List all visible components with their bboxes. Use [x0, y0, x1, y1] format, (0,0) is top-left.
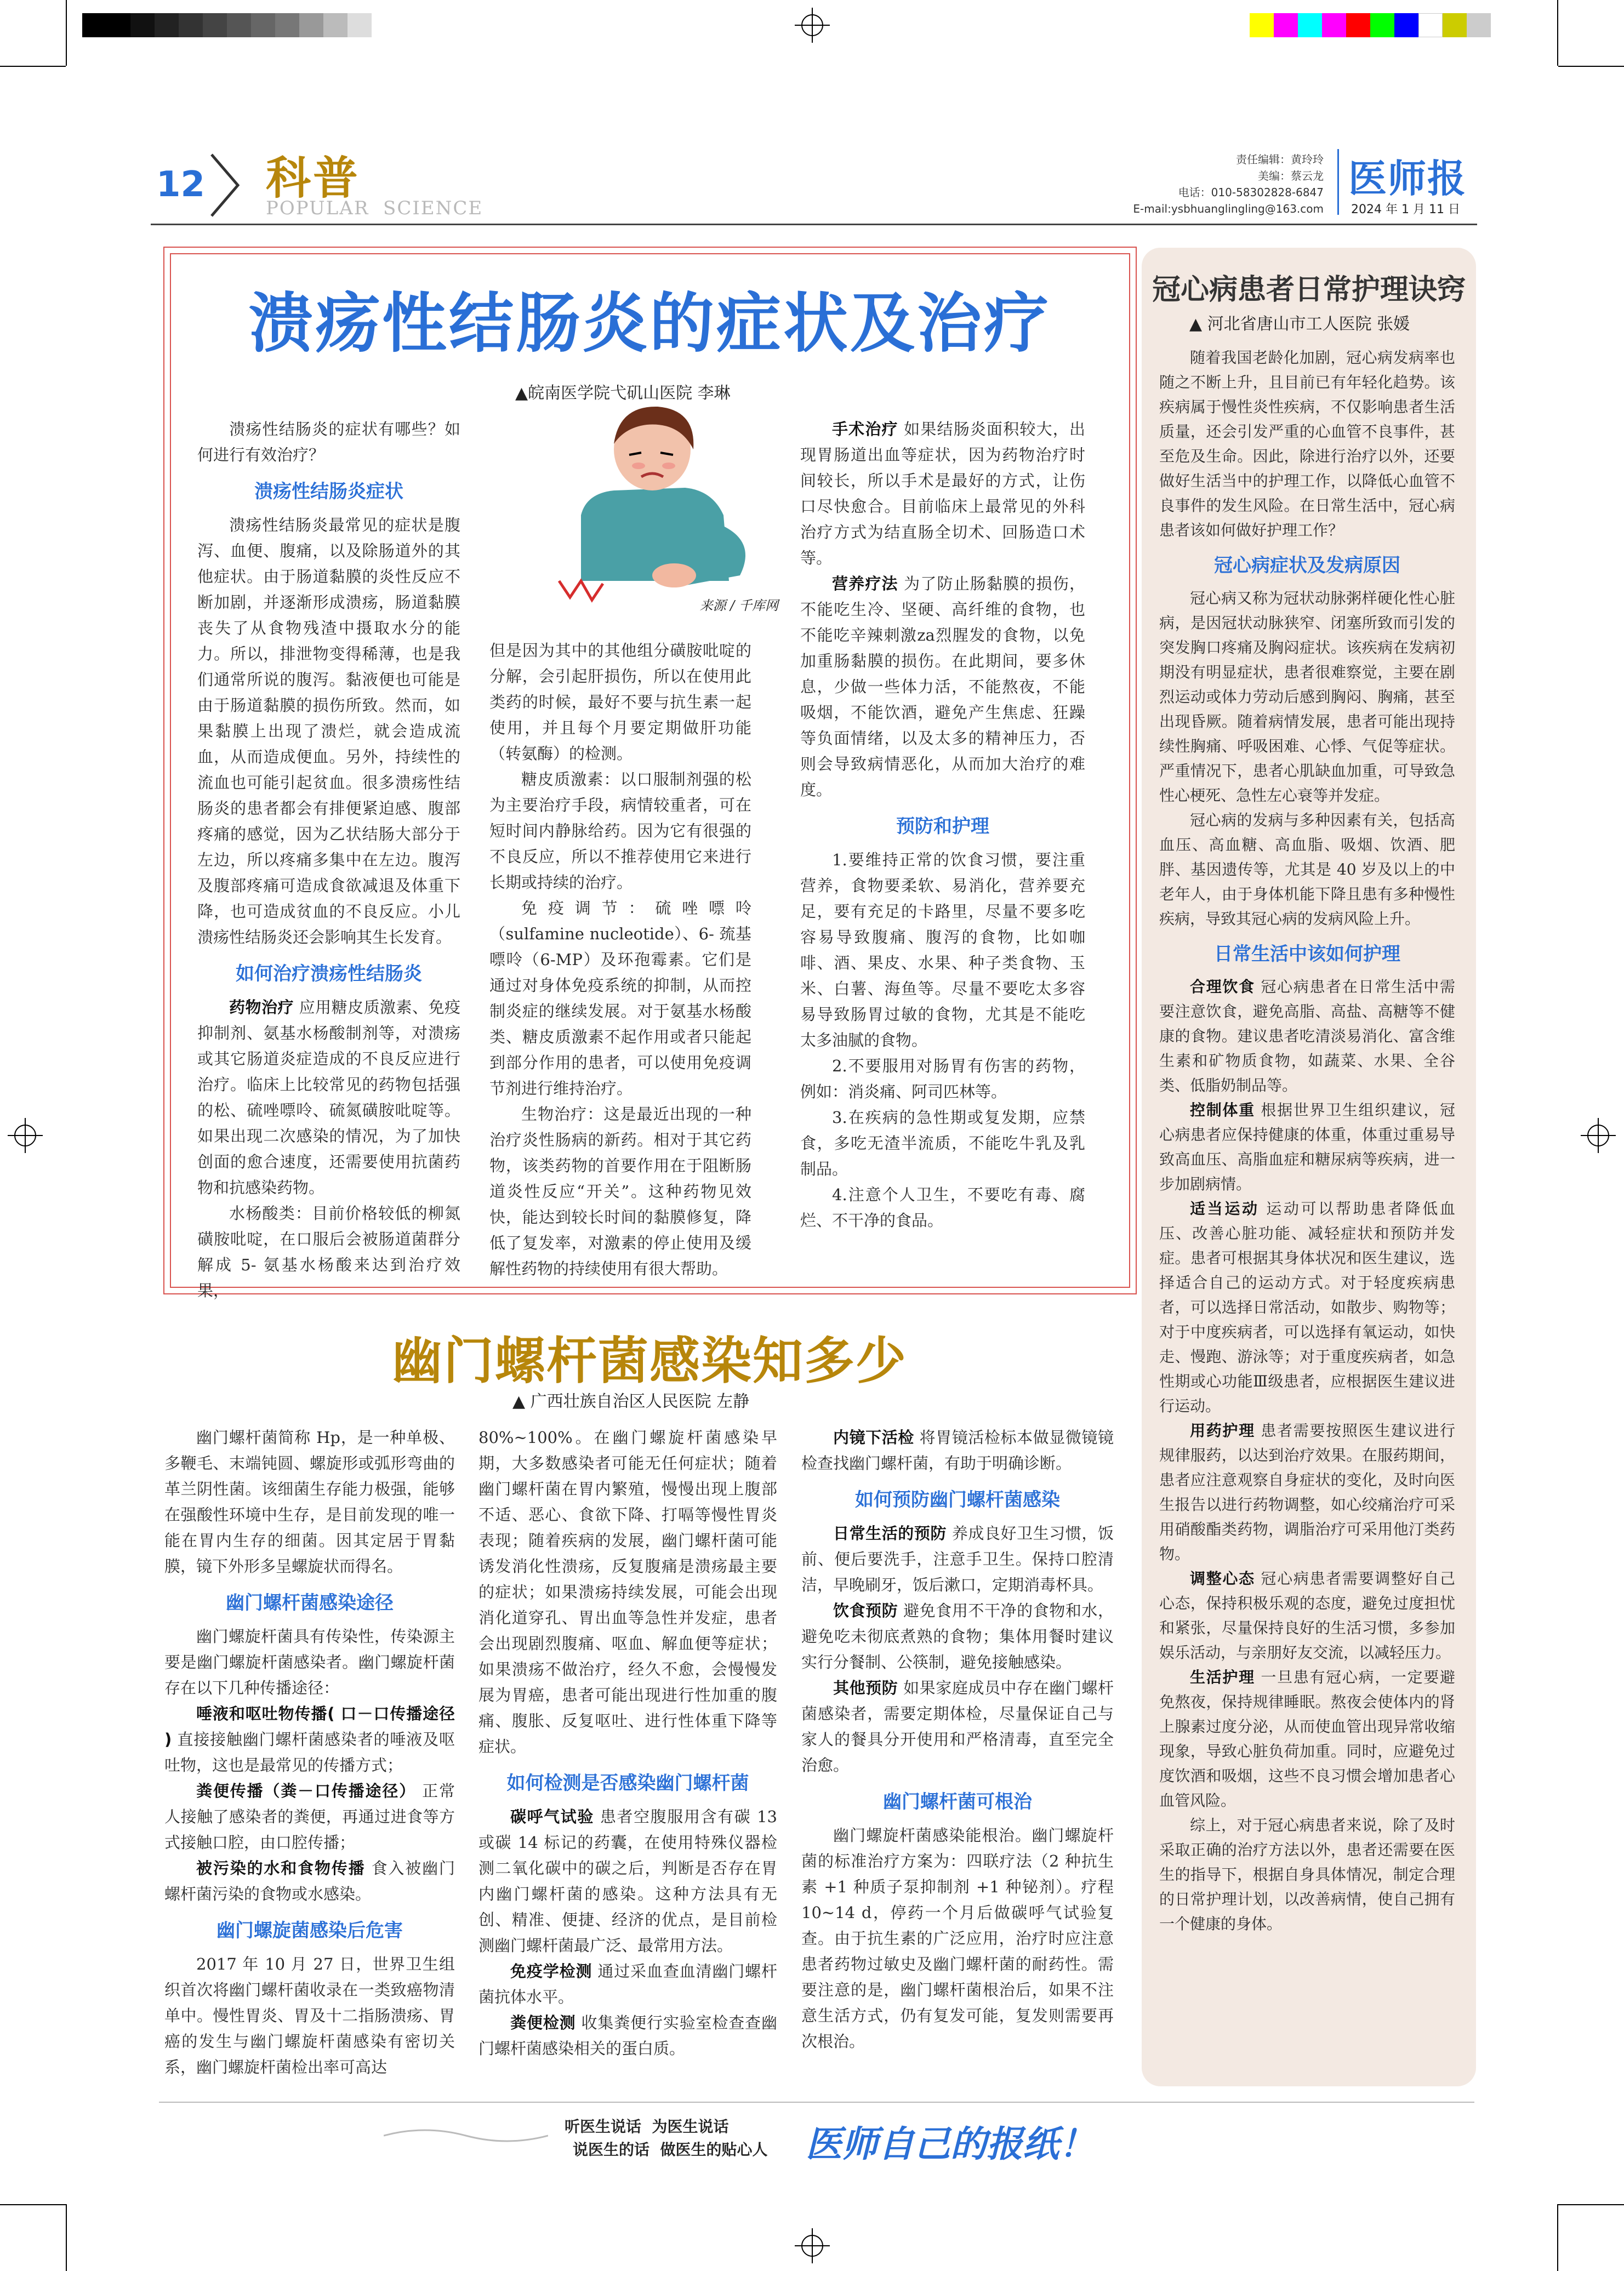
crop-line [66, 0, 67, 66]
article1-col2-p3: 免疫调节：硫唑嘌呤（sulfamine nucleotide）、6- 巯基嘌呤（6-MP）及环孢霉素。它们是通过对身体免疫系统的抑制，从而控制炎症的继续发展。对于氨基水杨酸类、糖皮质激素不起作用或者只能起到部分作用的患者，可以使用免疫调节剂进行维持治疗。 [489, 899, 751, 1098]
article1-symptoms: 溃疡性结肠炎最常见的症状是腹泻、血便、腹痛，以及除肠道外的其他症状。由于肠道黏膜的炎性反应不断加剧，并逐渐形成溃疡，肠道黏膜丧失了从食物残渣中摄取水分的能力。所以，排泄物变得稀薄，也是我们通常所说的腹泻。黏液便也可能是由于肠道黏膜的损伤所致。然而，如果黏膜上出现了溃烂，就会造成流血，从而造成便血。另外，持续性的流血也可能引起贫血。很多溃疡性结肠炎的患者都会有排便紧迫感、腹部疼痛的感觉，因为乙状结肠大部分于左边，所以疼痛多集中在左边。腹泻及腹部疼痛可造成食欲减退及体重下降，也可造成贫血的不良反应。小儿溃疡性结肠炎还会影响其生长发育。 [197, 516, 460, 946]
sidebar-intro: 随着我国老龄化加剧，冠心病发病率也随之不断上升，且目前已有年轻化趋势。该疾病属于慢性炎性疾病，不仅影响患者生活质量，还会引发严重的心血管不良事件，甚至危及生命。因此，除进行治疗以外，还要做好生活当中的护理工作，以降低心血管不良事件的发生风险。在日常生活中，冠心病患者该如何做好护理工作？ [1159, 349, 1455, 539]
article2-route-1 [164, 1701, 455, 1778]
article1-title: 溃疡性结肠炎的症状及治疗 [248, 286, 1051, 361]
sidebar-mind [1159, 1566, 1455, 1665]
article1-surgery [800, 416, 1085, 571]
sb-mind-lead: 调整心态 [1190, 1570, 1255, 1588]
color-bar [1250, 13, 1491, 37]
article1-col2-p4: 生物治疗：这是最近出现的一种治疗炎性肠病的新药。相对于其它药物，该类药物的首要作用在于阻断肠道炎性反应“开关”。这种药物见效快，能达到较长时间的黏膜修复，降低了复发率，对激素的停止使用及缓解性药物的持续使用有很大帮助。 [489, 1105, 751, 1278]
surgery-lead: 手术治疗 [832, 420, 898, 438]
footer-line-2: 说医生的话 做医生的贴心人 [573, 2141, 768, 2159]
article2-endo [801, 1425, 1114, 1476]
article1-col2-p1: 但是因为其中的其他组分磺胺吡啶的分解，会引起肝损伤，所以在使用此类药的时候，最好不要与抗生素一起使用，并且每个月要定期做肝功能（转氨酶）的检测。 [489, 641, 751, 763]
article2-title: 幽门螺杆菌感染知多少 [391, 1332, 907, 1390]
article2-other [801, 1675, 1114, 1778]
sidebar-author: ▲ 河北省唐山市工人医院 张媛 [1189, 315, 1410, 334]
article1-col2-p2: 糖皮质激素：以口服制剂强的松为主要治疗手段，病情较重者，可在短时间内静脉给药。因为它有很强的不良反应，所以不推荐使用它来进行长期或持续的治疗。 [489, 770, 751, 892]
article1-prevent-1: 1.要维持正常的饮食习惯，要注重营养，食物要柔软、易消化，营养要充足，要有充足的卡路里，尽量不要多吃容易导致腹痛、腹泻的食物，比如咖啡、酒、果皮、水果、种子类食物、玉米、白薯、海鱼等。尽量不要吃太多容易导致肠胃过敏的食物，尤其是不能吃太多油腻的食物。 [800, 851, 1085, 1049]
image-caption: 来源 / 千库网 [699, 598, 778, 613]
sidebar-title: 冠心病患者日常护理诀窍 [1152, 273, 1466, 306]
surgery-text: 如果结肠炎面积较大，出现胃肠道出血等症状，因为药物治疗时间较长，所以手术是最好的方式，让伤口尽快愈合。目前临床上最常见的外科治疗方式为结直肠全切术、回肠造口术等。 [800, 420, 1085, 567]
article1-author: ▲皖南医学院弋矶山医院 李琳 [515, 384, 731, 403]
sb-mind-text: 冠心病患者需要调整好自己心态，保持积极乐观的态度，避免过度担忧和紧张，尽量保持良好的生活习惯，多参加娱乐活动，与亲朋好友交流，以减轻压力。 [1159, 1570, 1455, 1662]
section-title: 科普 [266, 152, 361, 204]
sb-diet-text: 冠心病患者在日常生活中需要注意饮食，避免高脂、高盐、高糖等不健康的食物。建议患者吃清淡易消化、富含维生素和矿物质食物，如蔬菜、水果、全谷类、低脂奶制品等。 [1159, 978, 1455, 1094]
article1-prevent-2: 2.不要服用对肠胃有伤害的药物，例如：消炎痛、阿司匹林等。 [800, 1057, 1085, 1101]
sb-life-lead: 生活护理 [1190, 1668, 1255, 1686]
article2-column-1 [164, 1425, 455, 2080]
crop-line [0, 2204, 66, 2205]
grayscale-bar [82, 13, 372, 37]
article2-author: ▲ 广西壮族自治区人民医院 左静 [512, 1392, 750, 1411]
sidebar-exercise [1159, 1196, 1455, 1418]
sidebar-diet [1159, 974, 1455, 1098]
sidebar-summary: 综上，对于冠心病患者来说，除了及时采取正确的治疗方法以外，患者还需要在医生的指导下，根据自身具体情况，制定合理的日常护理计划，以改善病情，使自己拥有一个健康的身体。 [1159, 1816, 1455, 1933]
sb-medicine-text: 患者需要按照医生建议进行规律服药，以达到治疗效果。在服药期间，患者应注意观察自身症状的变化，及时向医生报告以进行药物调整，如心绞痛治疗可采用硝酸酯类药物，调脂治疗可采用他汀类药物。 [1159, 1422, 1455, 1563]
article1-column-2 [489, 638, 751, 1282]
article1-nutrition [800, 571, 1085, 803]
issue-date: 2024 年 1 月 11 日 [1351, 203, 1460, 216]
sidebar-cause-2: 冠心病的发病与多种因素有关，包括高血压、高血糖、高血脂、吸烟、饮酒、肥胖、基因遗传等，尤其是 40 岁及以上的中老年人，由于身体机能下降且患有多种慢性疾病，导致其冠心病的发病风险上升。 [1159, 811, 1455, 928]
article1-column-1 [197, 416, 460, 1304]
footer-line-1: 听医生说话 为医生说话 [565, 2118, 729, 2136]
immune-lead: 免疫学检测 [510, 1962, 592, 1981]
sidebar-body [1159, 345, 1455, 1936]
article2-heading-cure: 幽门螺杆菌可根治 [883, 1791, 1032, 1813]
stool-text: 收集粪便行实验室检查查幽门螺杆菌感染相关的蛋白质。 [478, 2013, 777, 2058]
article2-harm: 2017 年 10 月 27 日，世界卫生组织首次将幽门螺杆菌收录在一类致癌物清单中。慢性胃炎、胃及十二指肠溃疡、胃癌的发生与幽门螺旋杆菌感染有密切关系，幽门螺旋杆菌检出率可高达 [164, 1955, 455, 2076]
article2-heading-prevent: 如何预防幽门螺杆菌感染 [855, 1489, 1060, 1511]
sb-exercise-lead: 适当运动 [1190, 1200, 1260, 1218]
endo-text: 将胃镜活检标本做显微镜镜检查找幽门螺杆菌，有助于明确诊断。 [801, 1428, 1114, 1473]
diet-text: 避免食用不干净的食物和水，避免吃未彻底煮熟的食物；集体用餐时建议实行分餐制、公筷制，避免接触感染。 [801, 1601, 1114, 1671]
drug-lead: 药物治疗 [229, 998, 294, 1017]
sb-medicine-lead: 用药护理 [1190, 1422, 1255, 1440]
sidebar-heading-care: 日常生活中该如何护理 [1214, 943, 1400, 965]
article1-drug-paragraph [197, 995, 460, 1201]
article1-prevent-4: 4.注意个人卫生，不要吃有毒、腐烂、不干净的食品。 [800, 1185, 1085, 1230]
sidebar-medicine [1159, 1418, 1455, 1566]
article1-intro: 溃疡性结肠炎的症状有哪些？如何进行有效治疗？ [197, 420, 460, 464]
designer: 美编：蔡云龙 [1258, 169, 1324, 182]
article1-salicylate: 水杨酸类：目前价格较低的柳氮磺胺吡啶，在口服后会被肠道菌群分解成 5- 氨基水杨酸来达到治疗效果， [197, 1204, 460, 1300]
daily-lead: 日常生活的预防 [833, 1524, 947, 1543]
sb-weight-lead: 控制体重 [1190, 1101, 1255, 1119]
footer-rule [159, 2102, 1474, 2103]
route2-lead: 粪便传播（粪－口传播途径） [196, 1782, 417, 1800]
chevron-right-icon [208, 152, 241, 218]
crop-line [66, 2204, 67, 2271]
footer-slogan: 医师自己的报纸！ [806, 2123, 1095, 2165]
diet-lead: 饮食预防 [833, 1601, 898, 1620]
article2-heading-harm: 幽门螺旋菌感染后危害 [216, 1920, 403, 1942]
stomachache-person-image [548, 400, 778, 619]
article1-prevent-3: 3.在疾病的急性期或复发期，应禁食，多吃无渣半流质，不能吃牛乳及乳制品。 [800, 1108, 1085, 1178]
registration-mark-top [795, 8, 830, 43]
drug-text: 应用糖皮质激素、免疫抑制剂、氨基水杨酸制剂等，对溃疡或其它肠道炎症造成的不良反应进行治疗。临床上比较常见的药物包括强的松、硫唑嘌呤、硫氮磺胺吡啶等。如果出现二次感染的情况，为了加快创面的愈合速度，还需要使用抗菌药物和抗感染药物。 [197, 998, 460, 1197]
crop-line [1557, 2204, 1558, 2271]
other-lead: 其他预防 [833, 1679, 898, 1697]
article2-column-3 [801, 1425, 1114, 2055]
sidebar-life [1159, 1665, 1455, 1813]
other-text: 如果家庭成员中存在幽门螺杆菌感染者，需要定期体检，尽量保证自己与家人的餐具分开使用和严格清毒，直至完全治愈。 [801, 1679, 1114, 1774]
daily-text: 养成良好卫生习惯，饭前、便后要洗手，注意手卫生。保持口腔清洁，早晚刷牙，饭后漱口，定期消毒杯具。 [801, 1524, 1114, 1594]
phone: 电话：010-58302828-6847 [1178, 186, 1324, 199]
route2-text: 正常人接触了感染者的粪便，再通过进食等方式接触口腔，由口腔传播； [164, 1782, 455, 1852]
registration-mark-bottom [795, 2228, 830, 2263]
header-rule [151, 224, 1477, 225]
page-header [151, 142, 1477, 230]
article2-route-3 [164, 1856, 455, 1907]
paper-logo: 医师报 [1348, 156, 1467, 201]
sidebar-weight [1159, 1098, 1455, 1196]
immune-text: 通过采血查血清幽门螺杆菌抗体水平。 [478, 1962, 777, 2006]
article2-diet [801, 1598, 1114, 1675]
stool-lead: 粪便检测 [510, 2013, 576, 2032]
route1-text: 直接接触幽门螺杆菌感染者的唾液及呕吐物，这也是最常见的传播方式； [164, 1730, 455, 1774]
route3-lead: 被污染的水和食物传播 [196, 1859, 366, 1878]
article2-route-2 [164, 1778, 455, 1856]
breath-lead: 碳呼气试验 [510, 1807, 595, 1826]
ornament-icon [384, 2125, 548, 2147]
breath-text: 患者空腹服用含有碳 13 或碳 14 标记的药囊，在使用特殊仪器检测二氧化碳中的碳之后，判断是否存在胃内幽门螺杆菌的感染。这种方法具有无创、精准、便捷、经济的优点，是目前检测幽门螺杆菌最广泛、最常用方法。 [478, 1807, 777, 1955]
sb-exercise-text: 运动可以帮助患者降低血压、改善心脏功能、减轻症状和预防并发症。患者可根据其身体状况和医生建议，选择适合自己的运动方式。对于轻度疾病患者，可以选择日常活动，如散步、购物等；对于中度疾病者，可以选择有氧运动，如快走、慢跑、游泳等；对于重度疾病者，如急性期或心功能Ⅲ级患者，应根据医生建议进行运动。 [1159, 1200, 1455, 1415]
article2-cure: 幽门螺旋杆菌感染能根治。幽门螺旋杆菌的标准治疗方案为：四联疗法（2 种抗生素 +1 种质子泵抑制剂 +1 种铋剂）。疗程 10~14 d，停药一个月后做碳呼气试验复查。由于抗生素的广泛应用，治疗时应注意患者药物过敏史及幽门螺杆菌的耐药性。需要注意的是，幽门螺杆菌根治后，如果不注意生活方式，仍有复发可能，复发则需要再次根治。 [801, 1826, 1114, 2051]
article2-heading-detect: 如何检测是否感染幽门螺杆菌 [506, 1772, 749, 1794]
section-subtitle: POPULAR SCIENCE [266, 197, 483, 219]
article2-daily [801, 1521, 1114, 1598]
article2-breath [478, 1804, 777, 1959]
article2-immune [478, 1959, 777, 2010]
nutrition-text: 为了防止肠黏膜的损伤，不能吃生冷、坚硬、高纤维的食物，也不能吃辛辣刺激za烈腥发的食物，以免加重肠黏膜的损伤。在此期间，要多休息，少做一些体力活，不能熬夜，不能吸烟，不能饮酒，避免产生焦虑、狂躁等负面情绪，以及太多的精神压力，否则会导致病情恶化，从而加大治疗的难度。 [800, 574, 1085, 799]
registration-mark-left [8, 1118, 43, 1153]
sidebar-cause-1: 冠心病又称为冠状动脉粥样硬化性心脏病，是因冠状动脉狭窄、闭塞所致而引发的突发胸口疼痛及胸闷症状。该疾病在发病初期没有明显症状，患者很难察觉，主要在剧烈运动或体力劳动后感到胸闷、胸痛，甚至出现昏厥。随着病情发展，患者可能出现持续性胸痛、呼吸困难、心悸、气促等症状。严重情况下，患者心肌缺血加重，可导致急性心梗死、急性左心衰等并发症。 [1159, 589, 1455, 804]
article2-column-2 [478, 1425, 777, 2062]
sidebar-heading-cause: 冠心病症状及发病原因 [1214, 555, 1400, 577]
footer [384, 2113, 1261, 2173]
article2-route-intro: 幽门螺旋杆菌具有传染性，传染源主要是幽门螺旋杆菌感染者。幽门螺旋杆菌存在以下几种传播途径： [164, 1627, 455, 1697]
article1-illustration [548, 400, 778, 619]
registration-mark-right [1581, 1118, 1616, 1153]
crop-line [1557, 0, 1558, 66]
sb-life-text: 一旦患有冠心病，一定要避免熬夜，保持规律睡眠。熬夜会使体内的肾上腺素过度分泌，从而使血管出现异常收缩现象，导致心脏负荷加重。同时，应避免过度饮酒和吸烟，这些不良习惯会增加患者心血管风险。 [1159, 1668, 1455, 1810]
sb-weight-text: 根据世界卫生组织建议，冠心病患者应保持健康的体重，体重过重易导致高血压、高脂血症和糖尿病等疾病，进一步加剧病情。 [1159, 1101, 1455, 1193]
article1-heading-symptoms: 溃疡性结肠炎症状 [254, 481, 403, 503]
route3-text: 食入被幽门螺杆菌污染的食物或水感染。 [164, 1859, 455, 1903]
article2-heading-route: 幽门螺杆菌感染途径 [226, 1592, 394, 1614]
article2-stool [478, 2010, 777, 2062]
email: E-mail:ysbhuanglingling@163.com [1133, 202, 1324, 215]
crop-line [0, 66, 66, 67]
crop-line [1558, 66, 1624, 67]
article2-harm-cont: 80%~100%。在幽门螺旋杆菌感染早期，大多数感染者可能无任何症状；随着幽门螺杆菌在胃内繁殖，慢慢出现上腹部不适、恶心、食欲下降、打嗝等慢性胃炎表现；随着疾病的发展，幽门螺杆菌可能诱发消化性溃疡，反复腹痛是溃疡最主要的症状；如果溃疡持续发展，可能会出现消化道穿孔、胃出血等急性并发症，患者会出现剧烈腹痛、呕血、解血便等症状；如果溃疡不做治疗，经久不愈，会慢慢发展为胃癌，患者可能出现进行性加重的腹痛、腹胀、反复呕吐、进行性体重下降等症状。 [478, 1428, 777, 1756]
article2-intro: 幽门螺杆菌简称 Hp，是一种单极、多鞭毛、末端钝圆、螺旋形或弧形弯曲的革兰阴性菌。该细菌生存能力极强，能够在强酸性环境中生存，是目前发现的唯一能在胃内生存的细菌。因其定居于胃黏膜，镜下外形多呈螺旋状而得名。 [164, 1428, 455, 1576]
page-number: 12 [156, 164, 206, 205]
endo-lead: 内镜下活检 [833, 1428, 914, 1447]
route1-lead: 唾液和呕吐物传播( 口－口传播途径 ) [164, 1704, 455, 1749]
crop-line [1558, 2204, 1624, 2205]
editor: 责任编辑：黄玲玲 [1236, 153, 1324, 166]
nutrition-lead: 营养疗法 [832, 574, 898, 593]
header-divider [1337, 149, 1339, 215]
article1-heading-prevention: 预防和护理 [896, 815, 989, 837]
article1-heading-treatment: 如何治疗溃疡性结肠炎 [236, 963, 422, 985]
article1-column-3 [800, 416, 1085, 1234]
sb-diet-lead: 合理饮食 [1190, 978, 1255, 996]
editor-info [1099, 151, 1324, 217]
